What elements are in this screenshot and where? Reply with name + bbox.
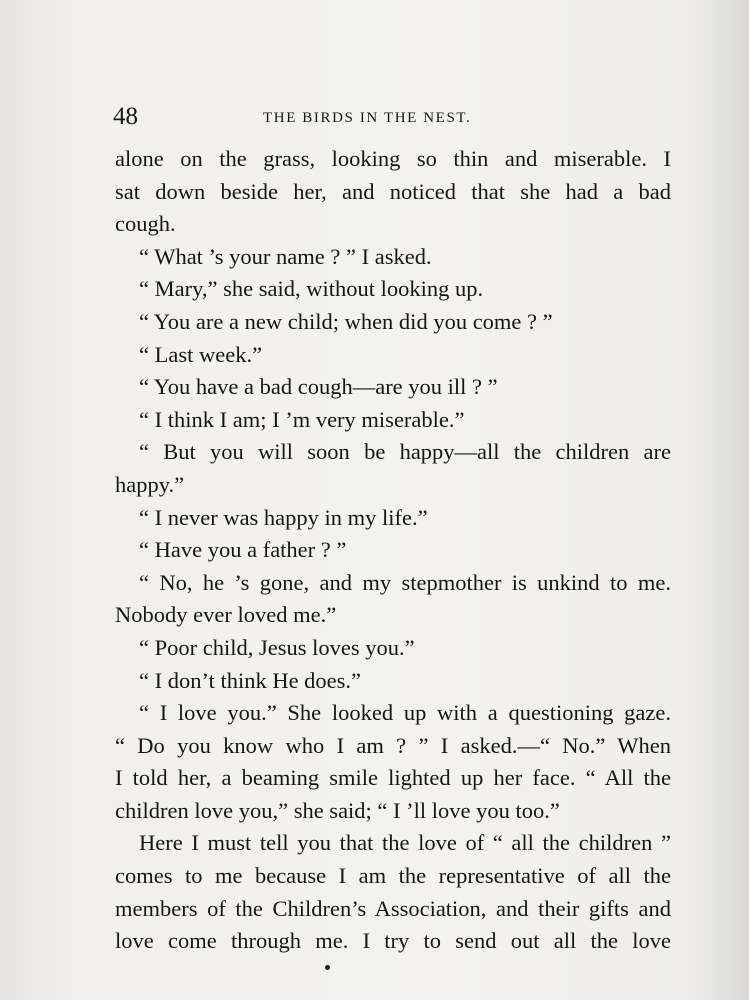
text-line: “ I love you.” She looked up with a questioning gaze. — [139, 700, 671, 726]
text-line: “ Mary,” she said, without looking up. — [139, 276, 484, 302]
text-line: “ I never was happy in my life.” — [139, 504, 428, 530]
body-text — [115, 143, 671, 958]
text-line: “ Poor child, Jesus loves you.” — [139, 634, 415, 660]
text-line: cough. — [115, 211, 176, 237]
page-number: 48 — [113, 103, 138, 130]
text-line: love come through me. I try to send out all the love — [115, 928, 671, 954]
text-line: “ You have a bad cough—are you ill ? ” — [139, 374, 498, 400]
text-line: “ Have you a father ? ” — [139, 537, 347, 563]
text-line: “ You are a new child; when did you come ? ” — [139, 308, 553, 334]
page-header — [113, 100, 673, 134]
text-line: “ Do you know who I am ? ” I asked.—“ No.” When — [115, 732, 671, 758]
text-line: “ No, he ’s gone, and my stepmother is unkind to me. — [139, 569, 671, 595]
footer-dot — [325, 965, 330, 970]
text-line: “ What ’s your name ? ” I asked. — [139, 243, 432, 269]
text-line: “ I don’t think He does.” — [139, 667, 362, 693]
text-line: “ But you will soon be happy—all the children are — [139, 439, 671, 465]
text-line: “ Last week.” — [139, 341, 263, 367]
text-line: happy.” — [115, 471, 185, 497]
text-line: alone on the grass, looking so thin and miserable. I — [115, 146, 671, 171]
text-line: sat down beside her, and noticed that she had a bad — [115, 178, 671, 204]
text-line: I told her, a beaming smile lighted up her face. “ All the — [115, 765, 671, 791]
text-line: children love you,” she said; “ I ’ll love you too.” — [115, 797, 560, 823]
text-line: Nobody ever loved me.” — [115, 602, 337, 628]
text-line: comes to me because I am the representative of all the — [115, 863, 671, 889]
text-line: members of the Children’s Association, and their gifts and — [115, 895, 671, 921]
text-line: Here I must tell you that the love of “ all the children ” — [139, 830, 671, 856]
running-title: THE BIRDS IN THE NEST. — [263, 110, 472, 126]
text-line: “ I think I am; I ’m very miserable.” — [139, 406, 465, 432]
